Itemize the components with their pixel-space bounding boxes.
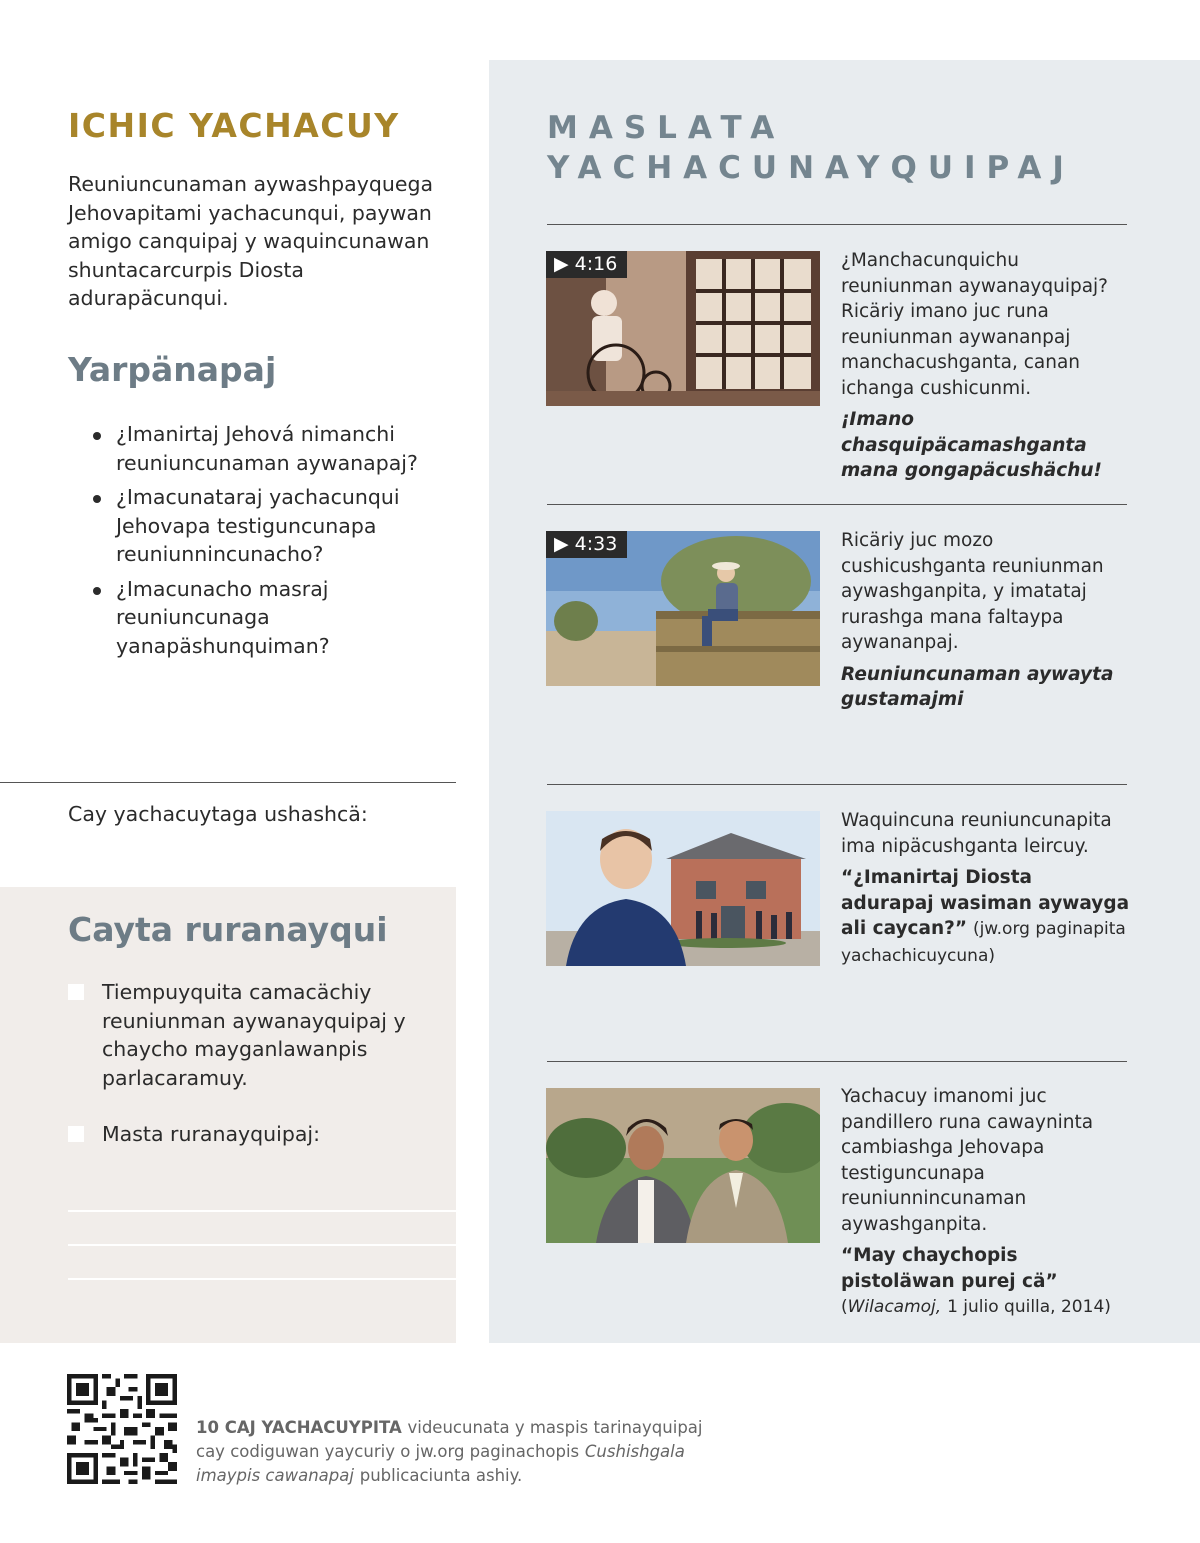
todo-heading: Cayta ruranayqui bbox=[68, 910, 388, 949]
todo-item-label: Masta ruranayquipaj: bbox=[102, 1122, 321, 1146]
todo-list bbox=[68, 978, 448, 1177]
resource-link[interactable]: Reuniuncunaman aywayta gustamajmi bbox=[841, 663, 1114, 710]
resource-link-group bbox=[841, 865, 1131, 969]
writing-line[interactable] bbox=[68, 1212, 456, 1246]
resource-source: (jw.org paginapita yachachicuycuna) bbox=[841, 919, 1126, 966]
article-thumbnail[interactable] bbox=[546, 1088, 820, 1243]
footer-note bbox=[196, 1416, 716, 1488]
video-duration-badge: ▶ 4:33 bbox=[546, 531, 627, 558]
resource-text bbox=[841, 248, 1131, 484]
footer-lead: 10 CAJ YACHACUYPITA bbox=[196, 1418, 402, 1437]
question-item: ¿Imacunacho masraj reuniuncunaga yanapäshunquiman? bbox=[92, 575, 452, 661]
question-item: ¿Imanirtaj Jehová nimanchi reuniuncunaman aywanapaj? bbox=[92, 420, 452, 477]
writing-lines bbox=[68, 1178, 456, 1280]
resources-title bbox=[547, 108, 1075, 188]
footer-publication[interactable]: Cushishgala imaypis cawanapaj bbox=[196, 1442, 685, 1485]
todo-item bbox=[68, 978, 448, 1092]
divider bbox=[547, 224, 1127, 225]
resource-description: ¿Manchacunquichu reuniunman aywanayquipaj? Ricäriy imano juc runa reuniunman aywananpaj manchacushganta, canan ichanga cushicunmi. bbox=[841, 250, 1108, 399]
checkbox[interactable] bbox=[68, 984, 84, 1000]
resource-source-date: 1 julio quilla, 2014) bbox=[947, 1297, 1111, 1317]
divider bbox=[547, 1061, 1127, 1062]
checkbox[interactable] bbox=[68, 1126, 84, 1142]
resource-description: Yachacuy imanomi juc pandillero runa cawayninta cambiashga Jehovapa testiguncunapa reuniunnincunaman aywashganpita. bbox=[841, 1086, 1094, 1235]
section-title: ICHIC YACHACUY bbox=[68, 106, 400, 145]
resource-source-publication: Wilacamoj, bbox=[847, 1297, 942, 1317]
resource-link-group bbox=[841, 1243, 1131, 1321]
kingdom-hall-image bbox=[546, 811, 820, 966]
resources-title-line: MASLATA bbox=[547, 110, 786, 146]
footer-text: publicaciunta ashiy. bbox=[359, 1466, 523, 1485]
question-list bbox=[92, 420, 452, 666]
qr-code[interactable] bbox=[67, 1374, 177, 1484]
footer-text: videucunata y maspis tarinayquipaj cay codiguwan yaycuriy o jw.org paginachopis bbox=[196, 1418, 703, 1461]
article-thumbnail[interactable] bbox=[546, 811, 820, 966]
resource-source: ( bbox=[841, 1297, 848, 1317]
writing-line[interactable] bbox=[68, 1178, 456, 1212]
divider bbox=[547, 784, 1127, 785]
share-label: Cay yachacuytaga ushashcä: bbox=[68, 802, 368, 826]
todo-item-label: Tiempuyquita camacächiy reuniunman aywanayquipaj y chaycho mayganlawanpis parlacaramuy. bbox=[102, 980, 406, 1090]
question-item: ¿Imacunataraj yachacunqui Jehovapa testiguncunapa reuniunnincunacho? bbox=[92, 483, 452, 569]
resource-text bbox=[841, 528, 1131, 713]
resources-title-line: YACHACUNAYQUIPAJ bbox=[547, 150, 1075, 186]
resource-link[interactable]: “May chaychopis pistoläwan purej cä” bbox=[841, 1245, 1058, 1292]
divider bbox=[0, 782, 456, 783]
resource-description: Ricäriy juc mozo cushicushganta reuniunman aywashganpita, y imatataj rurashga mana faltaypa aywananpaj. bbox=[841, 530, 1104, 653]
resource-link[interactable]: ¡Imano chasquipäcamashganta mana gongapäcushächu! bbox=[841, 409, 1102, 481]
writing-line[interactable] bbox=[68, 1246, 456, 1280]
resource-text bbox=[841, 808, 1131, 969]
video-thumbnail[interactable] bbox=[546, 251, 820, 406]
divider bbox=[547, 504, 1127, 505]
video-duration-badge: ▶ 4:16 bbox=[546, 251, 627, 278]
resource-description: Waquincuna reuniuncunapita ima nipäcushganta leircuy. bbox=[841, 810, 1112, 857]
intro-paragraph: Reuniuncunaman aywashpayquega Jehovapitami yachacunqui, paywan amigo canquipaj y waquincunawan shuntacarcurpis Diosta adurapäcunqui. bbox=[68, 172, 434, 310]
todo-item bbox=[68, 1120, 448, 1149]
resource-text bbox=[841, 1084, 1131, 1321]
resource-link[interactable]: “¿Imanirtaj Diosta adurapaj wasiman aywayga ali caycan?” bbox=[841, 867, 1130, 939]
video-thumbnail[interactable] bbox=[546, 531, 820, 686]
reflect-heading: Yarpänapaj bbox=[68, 350, 277, 389]
couple-garden-image bbox=[546, 1088, 820, 1243]
